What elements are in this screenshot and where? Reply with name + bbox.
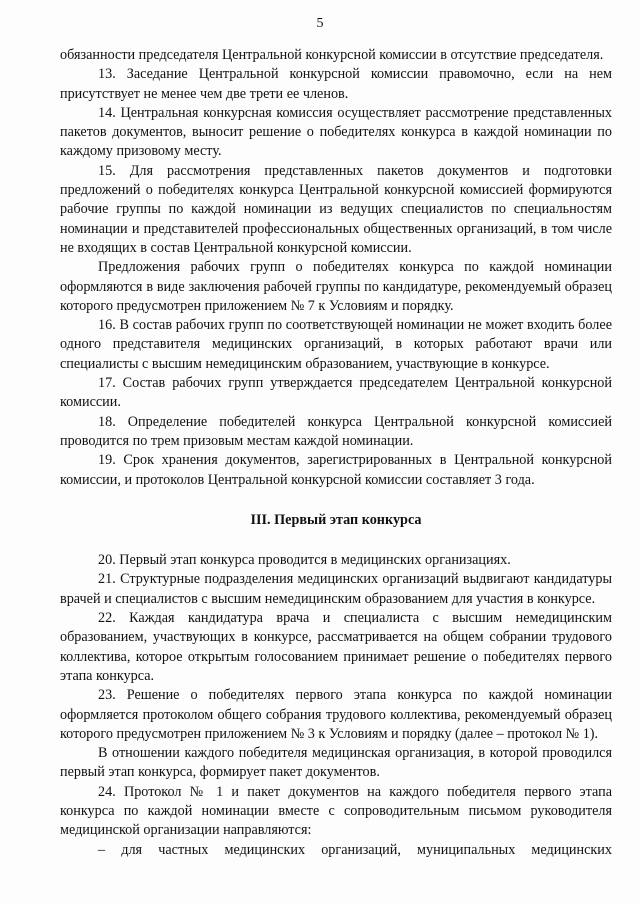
page-number: 5 — [316, 16, 324, 31]
paragraph-continuation: обязанности председателя Центральной конкурсной комиссии в отсутствие председателя. — [60, 47, 604, 63]
paragraph-16: 16. В состав рабочих групп по соответствующей номинации не может входить более одного представителя медицинских организаций, в которых работают врачи или специалисты с высшим немедицинским образованием, участвующие в конкурсе. — [60, 317, 612, 372]
paragraph-23: 23. Решение о победителях первого этапа конкурса по каждой номинации оформляется протоколом общего собрания трудового коллектива, рекомендуемый образец которого предусмотрен приложением № 3 к Условиям и порядку (далее – протокол № 1). — [60, 687, 612, 742]
paragraph-24: 24. Протокол № 1 и пакет документов на каждого победителя первого этапа конкурса по каждой номинации вместе с сопроводительным письмом руководителя медицинской организации направляются: — [60, 783, 612, 839]
paragraph-document-package: В отношении каждого победителя медицинская организация, в которой проводился первый этап конкурса, формирует пакет документов. — [60, 745, 612, 781]
paragraph-13: 13. Заседание Центральной конкурсной комиссии правомочно, если на нем присутствует не менее чем две трети ее членов. — [60, 66, 612, 102]
section-heading: III. Первый этап конкурса — [250, 511, 422, 528]
paragraph-17: 17. Состав рабочих групп утверждается председателем Центральной конкурсной комиссии. — [60, 375, 612, 411]
document-body — [60, 46, 612, 860]
paragraph-15: 15. Для рассмотрения представленных пакетов документов и подготовки предложений о победителях конкурса Центральной конкурсной комиссией формируются рабочие группы по каждой номинации из ведущих специалистов по специальностям номинации и представителей профессиональных общественных организаций, в том числе не входящих в состав Центральной конкурсной комиссии. — [60, 162, 612, 256]
paragraph-21: 21. Структурные подразделения медицинских организаций выдвигают кандидатуры врачей и специалистов с высшим немедицинским образованием для участия в конкурсе. — [60, 571, 612, 607]
paragraph-22: 22. Каждая кандидатура врача и специалиста с высшим немедицинским образованием, участвующих в конкурсе, рассматривается на общем собрании трудового коллектива, которое открытым голосованием принимает решение о победителях первого этапа конкурса. — [60, 610, 612, 684]
paragraph-20: 20. Первый этап конкурса проводится в медицинских организациях. — [98, 552, 511, 569]
paragraph-list-item-private: – для частных медицинских организаций, муниципальных медицинских — [98, 841, 612, 858]
paragraph-19: 19. Срок хранения документов, зарегистрированных в Центральной конкурсной комиссии, и протоколов Центральной конкурсной комиссии составляет 3 года. — [60, 452, 612, 488]
paragraph-working-group-proposals: Предложения рабочих групп о победителях конкурса по каждой номинации оформляются в виде заключения рабочей группы по кандидатуре, рекомендуемый образец которого предусмотрен приложением № 7 к Условиям и порядку. — [60, 259, 612, 314]
paragraph-18: 18. Определение победителей конкурса Центральной конкурсной комиссией проводится по трем призовым местам каждой номинации. — [60, 413, 612, 449]
paragraph-14: 14. Центральная конкурсная комиссия осуществляет рассмотрение представленных пакетов документов, выносит решение о победителях конкурса в каждой номинации по каждому призовому месту. — [60, 104, 612, 160]
